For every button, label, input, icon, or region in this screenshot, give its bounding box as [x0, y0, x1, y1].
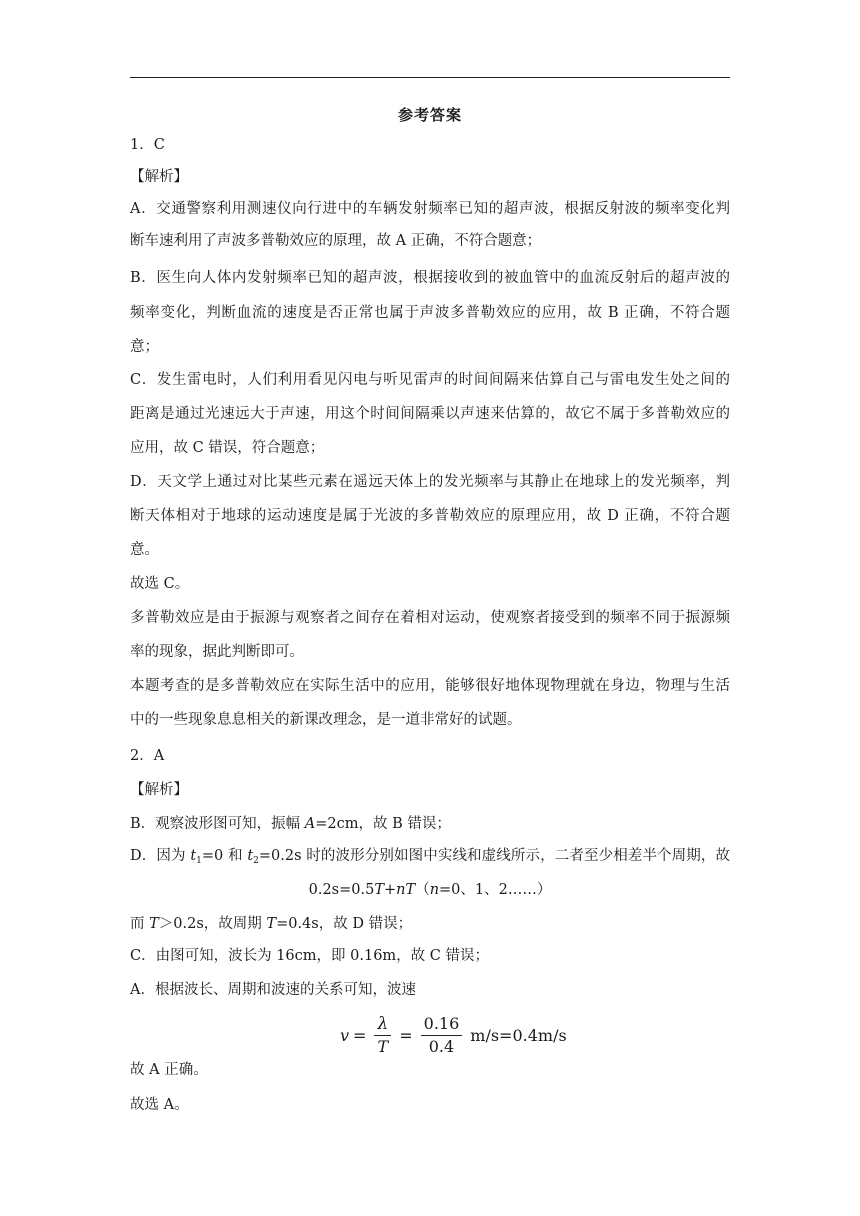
q2-option-b: B．观察波形图可知，振幅 A=2cm，故 B 错误；	[130, 816, 451, 832]
q1-option-b-line1: B．医生向人体内发射频率已知的超声波，根据接收到的被血管中的血流反射后的超声波的	[130, 270, 730, 286]
q1-option-a-line2: 断车速利用了声波多普勒效应的原理，故 A 正确，不符合题意；	[130, 233, 542, 249]
q2-analysis-label: 【解析】	[130, 782, 188, 798]
q1-answer: 1．C	[130, 137, 165, 153]
q1-note-line2: 率的现象，据此判断即可。	[130, 644, 304, 660]
wave-speed-formula	[340, 1010, 567, 1060]
numeric-fraction: $\frac{0.16}{0.4}$	[421, 1015, 463, 1056]
q2-a-correct: 故 A 正确。	[130, 1062, 208, 1078]
q1-option-c-line1: C．发生雷电时，人们利用看见闪电与听见雷声的时间间隔来估算自己与雷电发生处之间的	[130, 372, 730, 388]
q1-option-d-line2: 断天体相对于地球的运动速度是属于光波的多普勒效应的原理应用，故 D 正确，不符合题	[130, 508, 730, 524]
q1-choice: 故选 C。	[130, 576, 190, 592]
q1-option-b-line2: 频率变化，判断血流的速度是否正常也属于声波多普勒效应的应用，故 B 正确，不符合题	[130, 305, 730, 321]
q2-equation: 0.2s=0.5T+nT（n=0、1、2……）	[308, 882, 552, 898]
header-rule	[130, 77, 730, 78]
q2-option-a: A．根据波长、周期和波速的关系可知，波速	[130, 982, 416, 998]
q1-option-d-line1: D．天文学上通过对比某些元素在遥远天体上的发光频率与其静止在地球上的发光频率，判	[130, 474, 730, 490]
q2-answer: 2．A	[130, 748, 165, 764]
q1-analysis-label: 【解析】	[130, 169, 188, 185]
equals-sign-2: =	[399, 1025, 413, 1045]
q2-choice: 故选 A。	[130, 1097, 189, 1113]
q1-comment-line2: 中的一些现象息息相关的新课改理念，是一道非常好的试题。	[130, 712, 522, 728]
q1-option-c-line3: 应用，故 C 错误，符合题意；	[130, 440, 325, 456]
q2-option-d: D．因为 $t_1=0$ 和 $t_2=0.2s$ 时的波形分别如图中实线和虚线所示，二者至少相差半个周期，故	[130, 848, 731, 866]
q1-option-c-line2: 距离是通过光速远大于声速，用这个时间间隔乘以声速来估算的，故它不属于多普勒效应的	[130, 406, 730, 422]
q2-period-line: 而 T＞0.2s，故周期 T=0.4s，故 D 错误；	[130, 916, 413, 932]
q1-option-d-line3: 意。	[130, 542, 159, 558]
equals-sign: =	[353, 1025, 367, 1045]
velocity-symbol: v	[340, 1025, 350, 1045]
lambda-over-t-fraction: $\frac{\lambda}{T}$	[374, 1015, 391, 1056]
q1-option-b-line3: 意；	[130, 339, 159, 355]
q1-note-line1: 多普勒效应是由于振源与观察者之间存在着相对运动，使观察者接受到的频率不同于振源频	[130, 610, 730, 626]
page-title: 参考答案	[397, 106, 462, 124]
q2-option-c: C．由图可知，波长为 16cm，即 0.16m，故 C 错误；	[130, 948, 489, 964]
q1-comment-line1: 本题考查的是多普勒效应在实际生活中的应用，能够很好地体现物理就在身边，物理与生活	[130, 678, 730, 694]
formula-result: m/s=0.4m/s	[470, 1025, 567, 1045]
q1-option-a-line1: A．交通警察利用测速仪向行进中的车辆发射频率已知的超声波，根据反射波的频率变化判	[130, 201, 730, 217]
